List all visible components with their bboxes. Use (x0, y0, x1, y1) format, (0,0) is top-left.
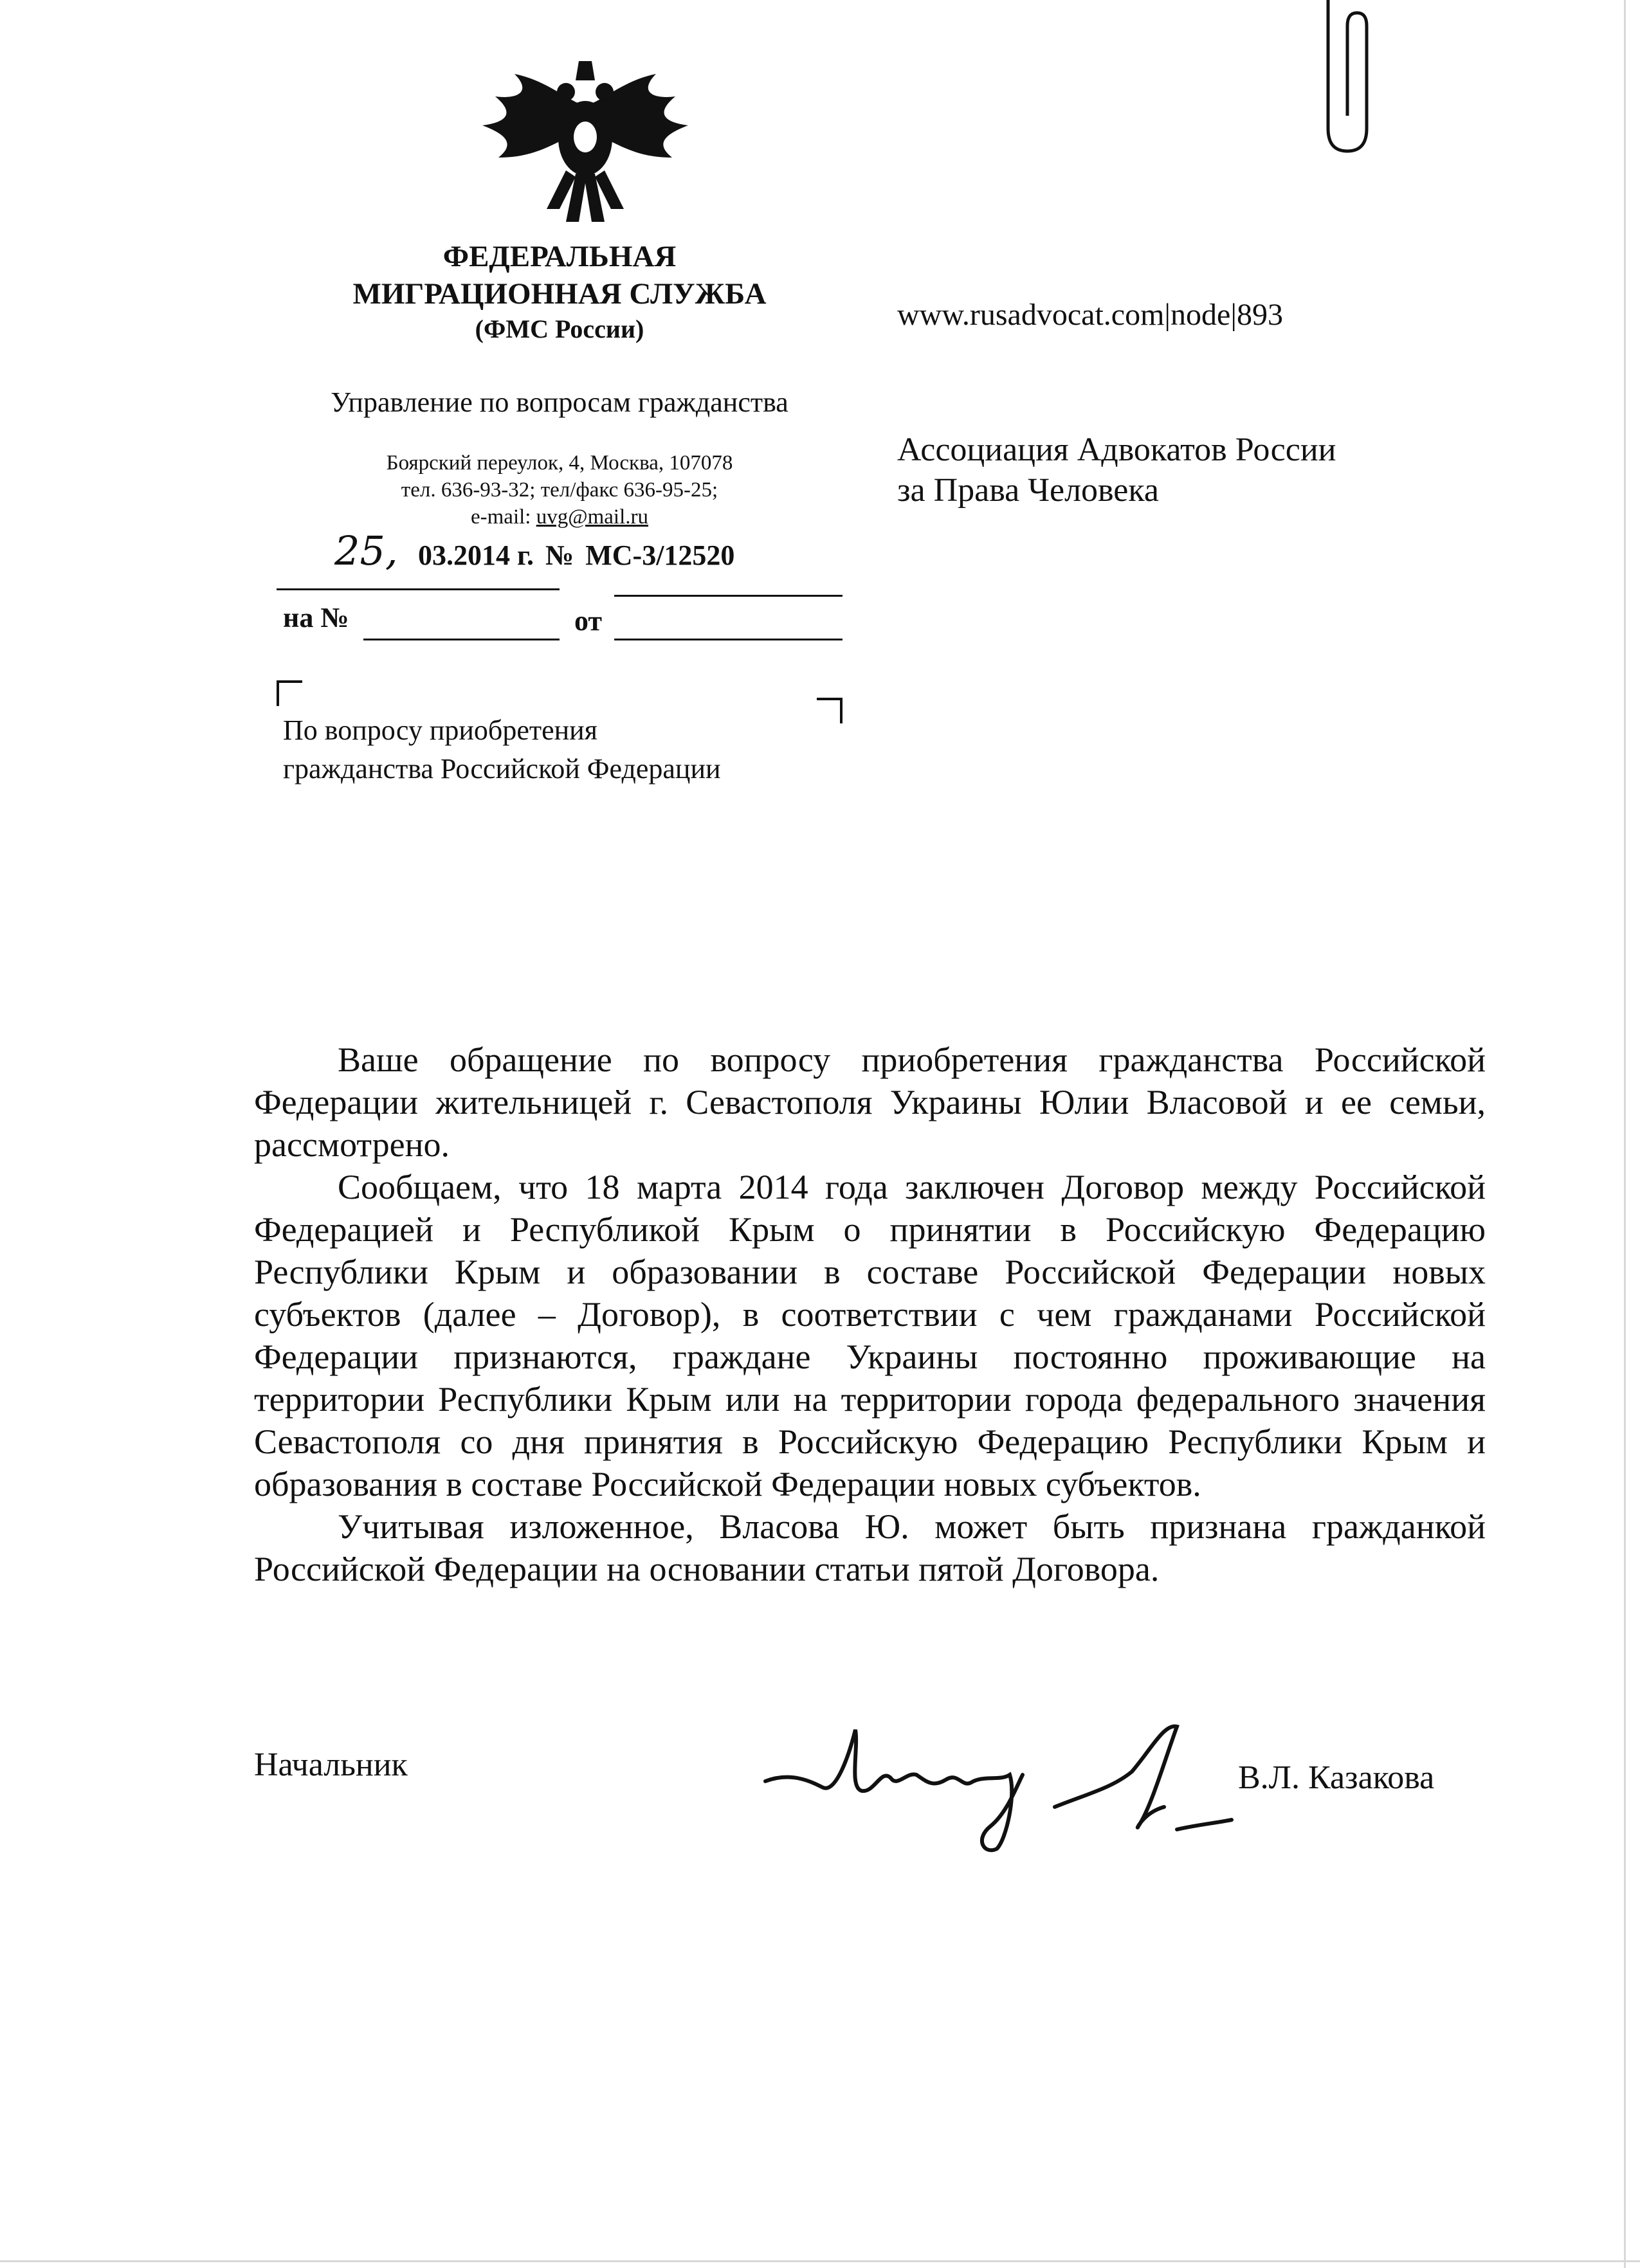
reference-date-blank (614, 639, 843, 640)
email-link[interactable]: uvg@mail.ru (536, 505, 648, 529)
addressee-line1: Ассоциация Адвокатов России (897, 431, 1336, 468)
reference-date-label: от (574, 605, 603, 637)
handwritten-signature (752, 1710, 1241, 1878)
scan-edge-bottom (0, 2260, 1640, 2262)
phone-line: тел. 636-93-32; тел/факс 636-95-25; (401, 478, 718, 502)
corner-mark-right (817, 698, 843, 723)
reference-number-blank (363, 639, 560, 640)
letter-date: 03.2014 г. (418, 540, 534, 571)
letter-number: МС-3/12520 (585, 540, 735, 571)
body-paragraph-1: Ваше обращение по вопросу приобретения гражданства Российской Федерации жительницей г. Севастополя Украины Юлии Власовой и ее семьи, рассмотрено. (254, 1040, 1486, 1164)
divider-line (277, 588, 560, 590)
body-paragraph-3: Учитывая изложенное, Власова Ю. может быть признана гражданкой Российской Федерации на основании статьи пятой Договора. (254, 1507, 1486, 1588)
handwritten-day: 25, (334, 527, 398, 574)
source-url: www.rusadvocat.com|node|893 (897, 298, 1283, 332)
signatory-title: Начальник (254, 1746, 408, 1783)
org-name-line1: ФЕДЕРАЛЬНАЯ (442, 240, 677, 273)
subject-line2: гражданства Российской Федерации (283, 753, 721, 785)
divider-line (614, 595, 843, 597)
number-sign: № (545, 540, 574, 571)
paper-clip-icon (1322, 0, 1380, 161)
reference-number-label: на № (283, 602, 349, 633)
department-name: Управление по вопросам гражданства (331, 386, 788, 418)
signatory-name: В.Л. Казакова (1238, 1759, 1435, 1796)
corner-mark-left (277, 680, 302, 706)
email-label: e-mail: (471, 505, 536, 529)
double-headed-eagle-emblem-icon (469, 61, 701, 228)
email-line (309, 504, 810, 530)
letter-body (254, 1039, 1486, 1590)
registration-line (418, 539, 746, 572)
addressee-line2: за Права Человека (897, 472, 1159, 509)
subject-line1: По вопросу приобретения (283, 714, 597, 746)
scan-edge-right (1624, 0, 1626, 2268)
org-name-line3: (ФМС России) (475, 314, 644, 343)
body-paragraph-2: Сообщаем, что 18 марта 2014 года заключен Договор между Российской Федерацией и Республикой Крым о принятии в Российскую Федерацию Республики Крым и образовании в составе Российской Федерации новых субъектов (далее – Договор), в соответствии с чем гражданами Российской Федерации признаются, граждане Украины постоянно проживающие на территории Республики Крым или на территории города федерального значения Севастополя со дня принятия в Российскую Федерацию Республики Крым и образования в составе Российской Федерации новых субъектов. (254, 1168, 1486, 1503)
postal-address: Боярский переулок, 4, Москва, 107078 (386, 451, 733, 475)
org-name-line2: МИГРАЦИОННАЯ СЛУЖБА (352, 277, 767, 311)
